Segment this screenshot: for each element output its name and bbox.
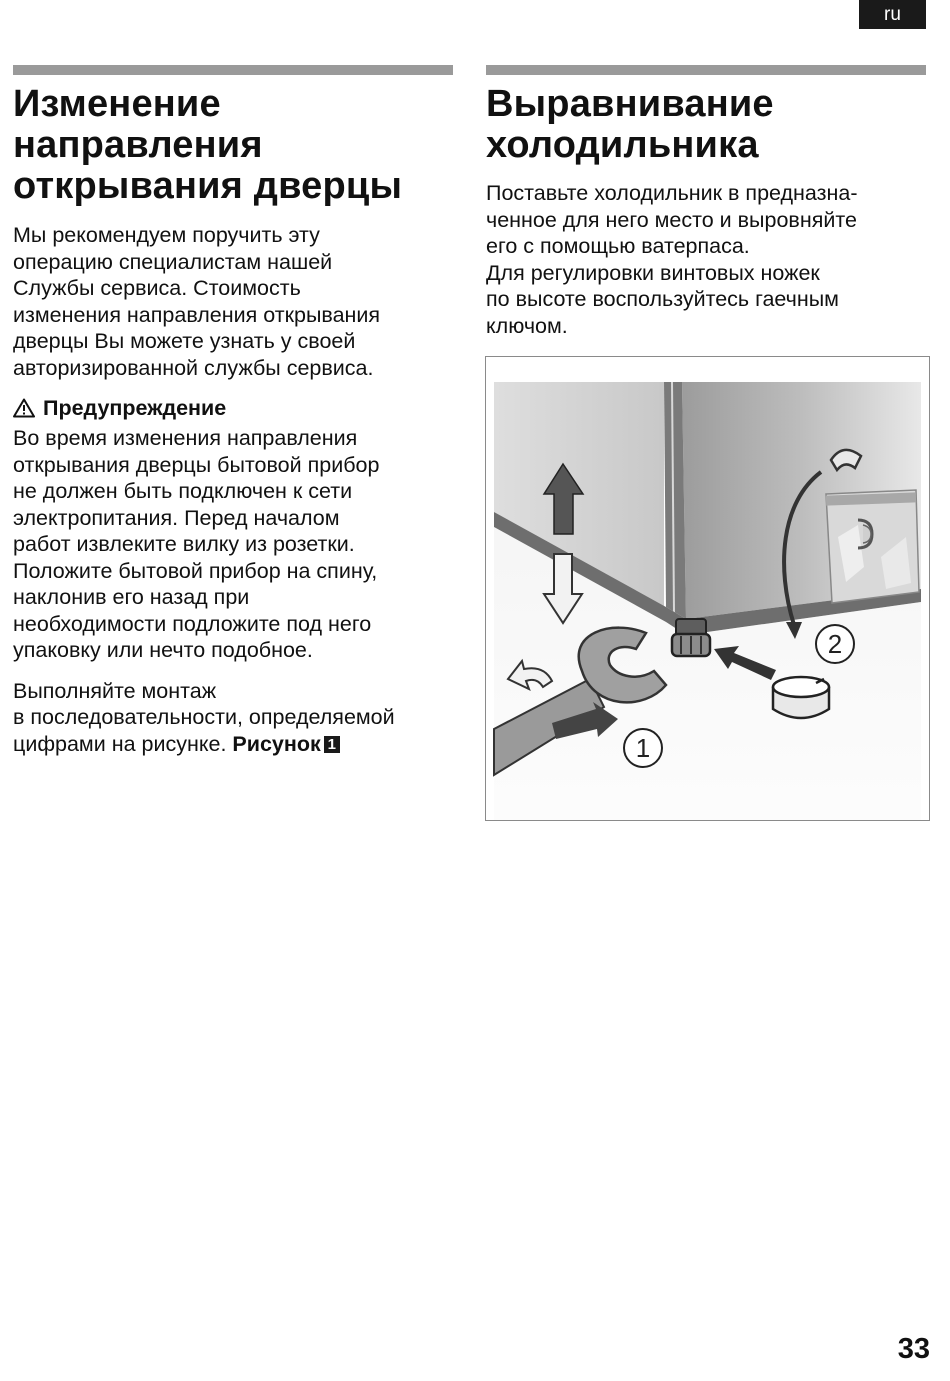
- leveling-heading: [486, 84, 931, 166]
- heading-line: Выравнивание: [486, 83, 774, 125]
- figure-number-badge: 1: [324, 736, 340, 753]
- intro-paragraph: Мы рекомендуем поручить эту операцию специалистам нашей Службы сервиса. Стоимость изменения направления открывания дверцы Вы можете узнать у своей авторизированной службы сервиса.: [13, 223, 381, 380]
- svg-text:2: 2: [827, 629, 843, 659]
- heading-line: направления: [13, 124, 263, 166]
- leveling-paragraph-1: Поставьте холодильник в предназна- ченное для него место и выровняйте его с помощью ватерпаса.: [486, 181, 858, 258]
- assembly-text: Выполняйте монтаж в последовательности, определяемой цифрами на рисунке.: [13, 678, 395, 756]
- parts-bag-icon: [826, 490, 919, 603]
- heading-line: открывания дверцы: [13, 165, 403, 207]
- figure-reference: Рисунок: [232, 731, 321, 756]
- left-column: [13, 84, 463, 757]
- left-section-rule: [13, 65, 453, 75]
- leveling-paragraph-2: Для регулировки винтовых ножек по высоте воспользуйтесь гаечным ключом.: [486, 260, 839, 338]
- right-column: [486, 84, 931, 339]
- assembly-paragraph: [13, 678, 463, 758]
- callout-1: [624, 729, 662, 767]
- warning-heading: [13, 395, 463, 421]
- heading-line: холодильника: [486, 124, 759, 166]
- warning-title: Предупреждение: [43, 396, 227, 420]
- language-badge: ru: [859, 0, 926, 29]
- adjustable-foot: [672, 619, 710, 656]
- svg-text:1: 1: [635, 733, 651, 763]
- warning-paragraph: Во время изменения направления открывания дверцы бытовой прибор не должен быть подключен к сети электропитания. Перед началом работ извлеките вилку из розетки. Положите бытовой прибор на спину, наклонив его назад при необходимости подложите под него упаковку или нечто подобное.: [13, 426, 380, 662]
- callout-2: [816, 625, 854, 663]
- leveling-figure: [485, 356, 930, 821]
- door-reversal-heading: [13, 84, 463, 207]
- heading-line: Изменение: [13, 83, 221, 125]
- page-number: 33: [897, 1333, 930, 1365]
- warning-triangle-icon: [13, 398, 35, 418]
- right-section-rule: [486, 65, 926, 75]
- foot-cap-bottom-icon: [773, 677, 829, 718]
